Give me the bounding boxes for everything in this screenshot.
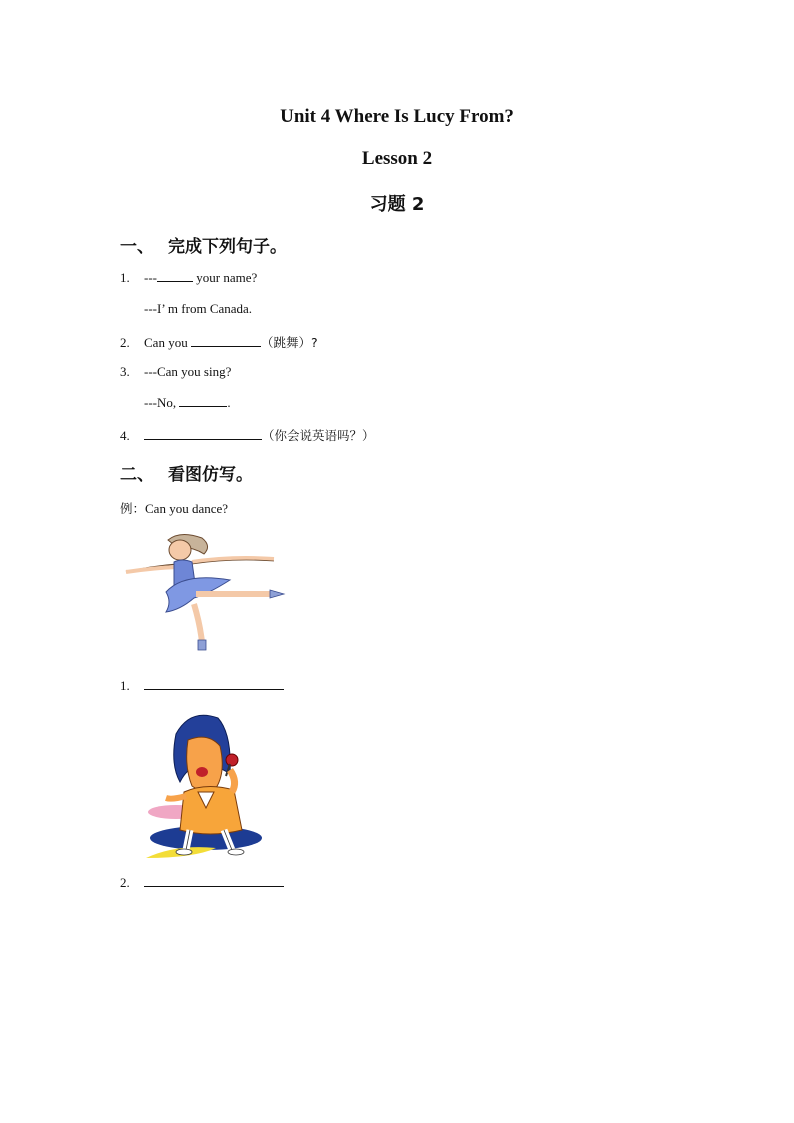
image-item-1 <box>120 678 284 694</box>
question-2-suffix: （跳舞）? <box>260 335 318 350</box>
question-4-suffix: （你会说英语吗？） <box>262 428 375 443</box>
section-2-title: 看图仿写。 <box>168 465 253 485</box>
question-2-prefix: Can you <box>144 335 191 350</box>
section-1-number: 一、 <box>120 237 154 257</box>
example-line <box>120 499 228 517</box>
ballerina-picture <box>122 532 288 656</box>
question-1-suffix: your name? <box>193 270 258 285</box>
section-2-heading <box>120 460 253 485</box>
image-item-1-number: 1. <box>120 678 130 693</box>
section-1-heading <box>120 232 287 257</box>
unit-title: Unit 4 Where Is Lucy From? <box>280 106 514 127</box>
question-1-blank[interactable] <box>157 270 193 282</box>
example-label: 例： <box>120 501 146 516</box>
image-item-2-blank[interactable] <box>144 875 284 887</box>
image-item-1-blank[interactable] <box>144 678 284 690</box>
exercise-title: 习题 2 <box>369 194 425 215</box>
section-1-title: 完成下列句子。 <box>168 237 287 257</box>
question-1-prefix: --- <box>144 270 157 285</box>
question-3-suffix: . <box>227 395 231 410</box>
question-3-prefix: ---No, <box>144 395 180 410</box>
question-4-number: 4. <box>120 428 130 443</box>
question-1 <box>120 270 257 286</box>
lesson-title: Lesson 2 <box>361 148 433 169</box>
singer-picture <box>146 712 288 858</box>
question-3-line1: ---Can you sing? <box>144 364 232 379</box>
question-2 <box>120 333 318 351</box>
question-2-number: 2. <box>120 335 130 350</box>
question-1-number: 1. <box>120 270 130 285</box>
image-item-2 <box>120 875 284 891</box>
example-text: Can you dance? <box>145 501 229 516</box>
question-4-blank[interactable] <box>144 428 262 440</box>
section-2-number: 二、 <box>120 465 154 485</box>
question-3-number: 3. <box>120 364 130 379</box>
image-item-2-number: 2. <box>120 875 130 890</box>
question-4 <box>120 426 375 444</box>
question-3-blank[interactable] <box>179 395 227 407</box>
question-1-answer: ---I’ m from Canada. <box>144 301 253 316</box>
question-3-answer <box>144 395 231 411</box>
question-3 <box>120 364 231 380</box>
question-2-blank[interactable] <box>191 335 261 347</box>
